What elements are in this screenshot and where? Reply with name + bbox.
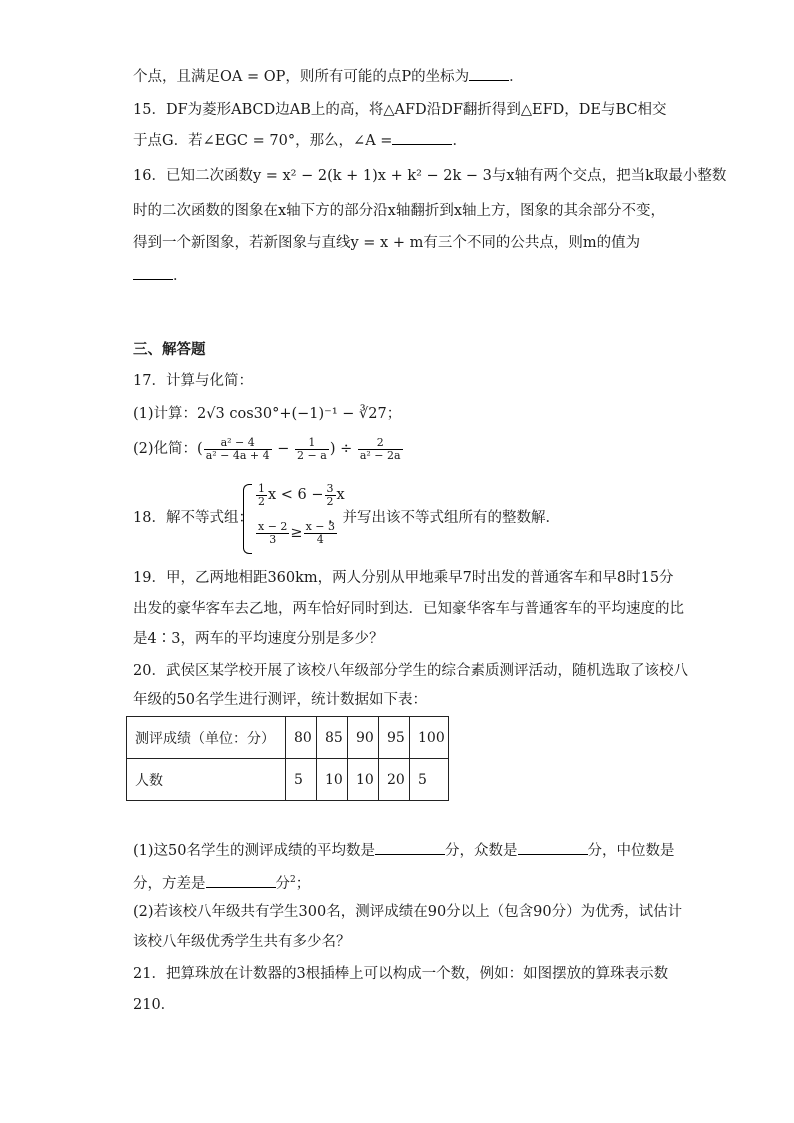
- q15-line-2: 于点G．若∠EGC = 70°，那么，∠A = ．: [133, 130, 467, 151]
- q16-line-4: ．: [133, 265, 188, 286]
- q16-line-1: 16．已知二次函数y = x² − 2(k + 1)x + k² − 2k − 3与x轴有两个交点，把当k取最小整数: [133, 168, 727, 184]
- table-cell: 85: [317, 717, 348, 759]
- q19-line-3: 是4∶3，两车的平均速度分别是多少？: [133, 631, 384, 647]
- q16-line-3: 得到一个新图象，若新图象与直线y = x + m有三个不同的公共点，则m的值为: [133, 235, 641, 251]
- q17-part-2: (2)化简：( $\frac{\text{a² − 4}}{\text{a² − 4a + 4}}$ − $\frac{1}{2 - a}$ ) ÷ $\frac{2}{\text{a² − 2a}}$: [133, 435, 401, 462]
- q16-line-2: 时的二次函数的图象在x轴下方的部分沿x轴翻折到x轴上方，图象的其余部分不变，: [133, 203, 666, 219]
- q17-part-1: (1)计算：2√3 cos30°+(−1)⁻¹ − ∛27；: [133, 406, 402, 422]
- table-row: [127, 759, 449, 801]
- score-table: [126, 716, 449, 801]
- answer-blank: [206, 873, 276, 888]
- answer-blank: [392, 130, 452, 145]
- table-cell: 90: [348, 717, 379, 759]
- answer-blank: [518, 840, 588, 855]
- q18-inequality-2: $\frac{x - 2}{3}$ ≥ $\frac{x - 3}{4}$: [258, 519, 335, 546]
- answer-blank: [375, 840, 445, 855]
- table-cell: 20: [379, 759, 410, 801]
- table-cell: 100: [410, 717, 449, 759]
- answer-blank: [469, 66, 509, 81]
- q15-line-1: 15．DF为菱形ABCD边AB上的高，将△AFD沿DF翻折得到△EFD，DE与BC相交: [133, 102, 667, 118]
- q20-line-1: 20．武侯区某学校开展了该校八年级部分学生的综合素质测评活动，随机选取了该校八: [133, 663, 688, 679]
- q18-inequality-1: $\frac{1}{2}$ x < 6 − $\frac{3}{2}$ x: [258, 481, 345, 508]
- q17-title: 17．计算与化简：: [133, 373, 253, 389]
- q21-line-2: 210．: [133, 997, 176, 1013]
- table-cell: 10: [348, 759, 379, 801]
- table-cell: 95: [379, 717, 410, 759]
- q20-part-1-line-2: 分，方差是 分$^2$；: [133, 875, 311, 892]
- table-cell: 测评成绩（单位：分）: [127, 717, 286, 759]
- q18-tail: ，并写出该不等式组所有的整数解．: [328, 510, 560, 526]
- q20-line-2: 年级的50名学生进行测评，统计数据如下表：: [133, 692, 427, 708]
- fraction: $\frac{\text{a² − 4}}{\text{a² − 4a + 4}}$: [205, 435, 270, 462]
- table-row: [127, 717, 449, 759]
- table-cell: 80: [286, 717, 317, 759]
- fraction: $\frac{x - 3}{4}$: [305, 519, 335, 546]
- q19-line-1: 19．甲，乙两地相距360km，两人分别从甲地乘早7时出发的普通客车和早8时15分: [133, 570, 674, 586]
- fraction: $\frac{2}{\text{a² − 2a}}$: [359, 435, 401, 462]
- fraction: $\frac{1}{2}$: [258, 481, 265, 508]
- fraction: $\frac{1}{2 - a}$: [297, 435, 327, 462]
- table-cell: 5: [410, 759, 449, 801]
- q20-part-1-line-1: (1)这50名学生的测评成绩的平均数是 分，众数是 分，中位数是: [133, 840, 675, 861]
- section-heading: 三、解答题: [133, 342, 206, 358]
- answer-blank: [133, 265, 173, 280]
- table-cell: 10: [317, 759, 348, 801]
- system-brace: [243, 484, 252, 554]
- fraction: $\frac{x - 2}{3}$: [258, 519, 288, 546]
- q19-line-2: 出发的豪华客车去乙地，两车恰好同时到达．已知豪华客车与普通客车的平均速度的比: [133, 601, 684, 617]
- table-cell: 5: [286, 759, 317, 801]
- q20-part-2-line-1: (2)若该校八年级共有学生300名，测评成绩在90分以上（包含90分）为优秀，试估计: [133, 904, 683, 920]
- q20-part-2-line-2: 该校八年级优秀学生共有多少名？: [133, 934, 351, 950]
- q18-label: 18．解不等式组：: [133, 510, 253, 526]
- q21-line-1: 21．把算珠放在计数器的3根插棒上可以构成一个数，例如：如图摆放的算珠表示数: [133, 966, 669, 982]
- table-cell: 人数: [127, 759, 286, 801]
- fraction: $\frac{3}{2}$: [326, 481, 334, 508]
- q14-tail-line: 个点，且满足OA = OP，则所有可能的点P的坐标为 ．: [133, 66, 524, 87]
